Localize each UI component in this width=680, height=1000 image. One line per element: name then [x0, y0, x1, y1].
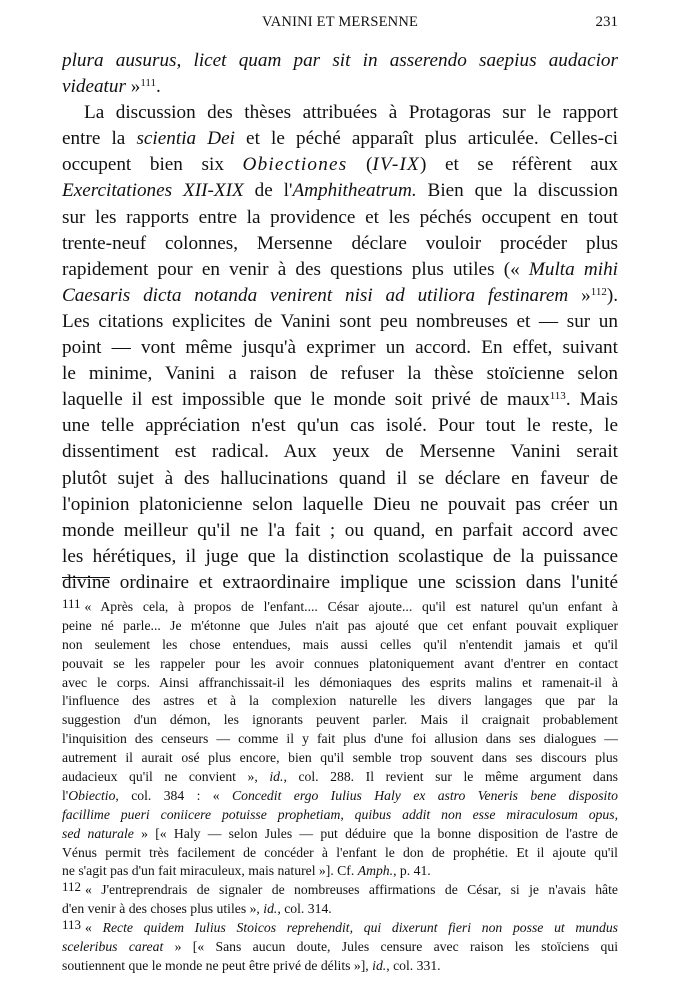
text-line [62, 178, 618, 204]
text-run: » [568, 284, 591, 306]
text-run: « [85, 920, 103, 936]
footnote-line [62, 806, 618, 825]
text-run: » [« Sans aucun doute, Jules censure avec raison les stoïciens qui [163, 939, 618, 955]
text-line [62, 48, 618, 74]
footnote-line [62, 900, 618, 919]
latin-quote: Multa mihi [528, 258, 618, 280]
main-text [62, 48, 618, 596]
work-title: Exercitationes XII-XIX [62, 180, 244, 202]
text-line: plutôt sujet à des hallucinations quand il se déclare en faveur de [62, 467, 618, 489]
text-run: . [156, 76, 161, 98]
text-run: ). [606, 284, 618, 306]
text-line [62, 152, 618, 178]
page-header [62, 14, 618, 34]
running-head: VANINI ET MERSENNE [261, 14, 419, 30]
text-run: et le péché apparaît plus articulée. Celles-ci [234, 128, 618, 150]
footnote-line: l'inquisition des censeurs — comme il y fait plus d'une foi allusion dans ses dialogues — [62, 731, 618, 747]
page-number: 231 [595, 14, 618, 30]
work-title: Obiectio [68, 787, 116, 803]
text-line: le minime, Vanini a raison de refuser la thèse stoïcienne selon [62, 363, 618, 385]
footnote-line [62, 881, 618, 900]
footnote-number-113: 113 [62, 919, 82, 933]
text-run: » [« Haly — selon Jules — put déduire que la bonne disposition de l'astre de [133, 825, 618, 841]
text-run: « J'entreprendrais de signaler de nombreuses affirmations de César, si je n'avais hâte [85, 882, 618, 898]
footnote-line [62, 768, 618, 787]
text-line [62, 387, 618, 413]
latin-quote: facillime pueri coniicere potuisse prophetiam, quibus addit non esse miraculosum opus, [62, 806, 618, 822]
text-line: monde meilleur qu'il ne l'a fait ; ou quand, en parfait accord avec [62, 519, 618, 541]
footnotes [62, 598, 618, 976]
footnote-ref-111: 111 [140, 77, 157, 90]
text-run: Bien que la discussion [416, 180, 618, 202]
latin-term: scientia Dei [136, 128, 235, 150]
text-line: Les citations explicites de Vanini sont peu nombreuses et — sur un [62, 310, 618, 332]
numeral-range: IV-IX [372, 154, 420, 176]
latin-quote: Concedit ergo Iulius Haly ex astro Veneris bene disposito [231, 787, 618, 803]
footnote-line: avec le corps. Ainsi affranchissait-il les démoniaques des esprits malins et ramenait-il à [62, 674, 618, 690]
text-line [62, 126, 618, 152]
text-line [62, 283, 618, 309]
text-run: , col. 314. [277, 901, 332, 917]
footnote-line [62, 938, 618, 957]
text-run: » [125, 76, 141, 98]
footnote-line: pouvait se les rappeler pour les avoir connues platoniquement avant d'entrer en contact [62, 655, 618, 671]
footnote-line: peine né parle... Je m'étonne que Jules n'ait pas ajouté que cet enfant pouvait expliquer [62, 617, 618, 633]
latin-quote: Caesaris dicta notanda venirent nisi ad utiliora festinarem [62, 284, 569, 306]
footnote-line [62, 919, 618, 938]
text-run: soutiennent que le monde ne peut être privé de délits »], [62, 957, 373, 973]
text-run: occupent bien six [62, 154, 243, 176]
footnote-number-112: 112 [62, 881, 82, 895]
latin-quote: Recte quidem Iulius Stoicos reprehendit, qui dixerunt fieri non posse ut mundus [102, 920, 618, 936]
text-run: rapidement pour en venir à des questions plus utiles (« [62, 258, 529, 280]
citation-abbrev: Amph. [357, 863, 394, 879]
footnote-separator [62, 577, 110, 578]
text-run: , col. 384 : « [115, 787, 232, 803]
text-run: « Après cela, à propos de l'enfant.... César ajoute... qu'il est naturel qu'un enfant à [84, 599, 618, 614]
footnote-line [62, 862, 618, 881]
text-line: divine ordinaire et extraordinaire implique une scission dans l'unité [62, 571, 618, 593]
footnote-line: non seulement les chose entendues, mais aussi celles qu'il n'entendit jamais et qu'il [62, 636, 618, 652]
text-line [62, 74, 618, 100]
text-run: de l' [243, 180, 293, 202]
footnote-ref-113: 113 [549, 390, 566, 403]
citation-abbrev: id. [372, 957, 387, 973]
text-run: ) et se réfèrent aux [419, 154, 618, 176]
footnote-line: l'influence des astres et à la complexion naturelle les divers langages que par la [62, 693, 618, 709]
text-line: une telle appréciation n'est qu'un cas isolé. Pour tout le reste, le [62, 415, 618, 437]
footnote-ref-112: 112 [590, 285, 607, 298]
text-line: sur les rapports entre la providence et les péchés occupent en tout [62, 206, 618, 228]
text-line: l'opinion platonicienne selon laquelle Dieu ne pouvait pas créer un [62, 493, 618, 515]
latin-quote: videatur [62, 76, 126, 98]
footnote-line: autrement il aurait osé plus encore, bien qu'il semble trop souvent dans ses discours plus [62, 750, 618, 766]
citation-abbrev: id. [263, 901, 278, 917]
text-run: , col. 331. [386, 957, 441, 973]
text-run: d'en venir à des choses plus utiles », [62, 901, 264, 917]
footnote-line [62, 825, 618, 844]
latin-quote: plura ausurus, licet quam par sit in asserendo saepius audacior [62, 50, 618, 71]
text-run: , col. 288. Il revient sur le même argument dans [283, 769, 618, 785]
work-title: Amphitheatrum. [292, 180, 417, 202]
text-line [62, 257, 618, 283]
text-run: entre la [62, 128, 137, 150]
footnote-line [62, 787, 618, 806]
text-line: La discussion des thèses attribuées à Protagoras sur le rapport [84, 102, 618, 124]
latin-quote: sed naturale [62, 825, 134, 841]
work-title: Obiectiones [242, 154, 348, 176]
footnote-line [62, 598, 618, 617]
footnote-line [62, 957, 618, 976]
text-run: laquelle il est impossible que le monde soit privé de maux [62, 389, 550, 411]
text-line: les hérétiques, il juge que la distinction scolastique de la puissance [62, 545, 618, 567]
footnote-line: Vénus permit très facilement de concéder à l'enfant le don de prophétie. Et il ajoute qu'il [62, 844, 618, 860]
text-line: point — vont même jusqu'à exprimer un accord. En effet, suivant [62, 337, 618, 359]
footnote-number-111: 111 [62, 598, 81, 611]
text-line: dissentiment est radical. Aux yeux de Mersenne Vanini serait [62, 441, 618, 463]
latin-quote: sceleribus careat [62, 939, 164, 955]
text-run: , p. 41. [393, 863, 431, 879]
text-run: . Mais [565, 389, 618, 411]
citation-abbrev: id. [269, 769, 284, 785]
text-run: ne s'agit pas d'un fait miraculeux, mais naturel »]. Cf. [62, 863, 358, 879]
text-run: audacieux qu'il ne convient », [62, 769, 270, 785]
text-run: ( [347, 154, 373, 176]
text-line: trente-neuf colonnes, Mersenne déclare vouloir procéder plus [62, 232, 618, 254]
footnote-line: suggestion d'un démon, les ignorants peuvent parler. Mais il craignait probablement [62, 712, 618, 728]
text-run: l' [62, 787, 69, 803]
